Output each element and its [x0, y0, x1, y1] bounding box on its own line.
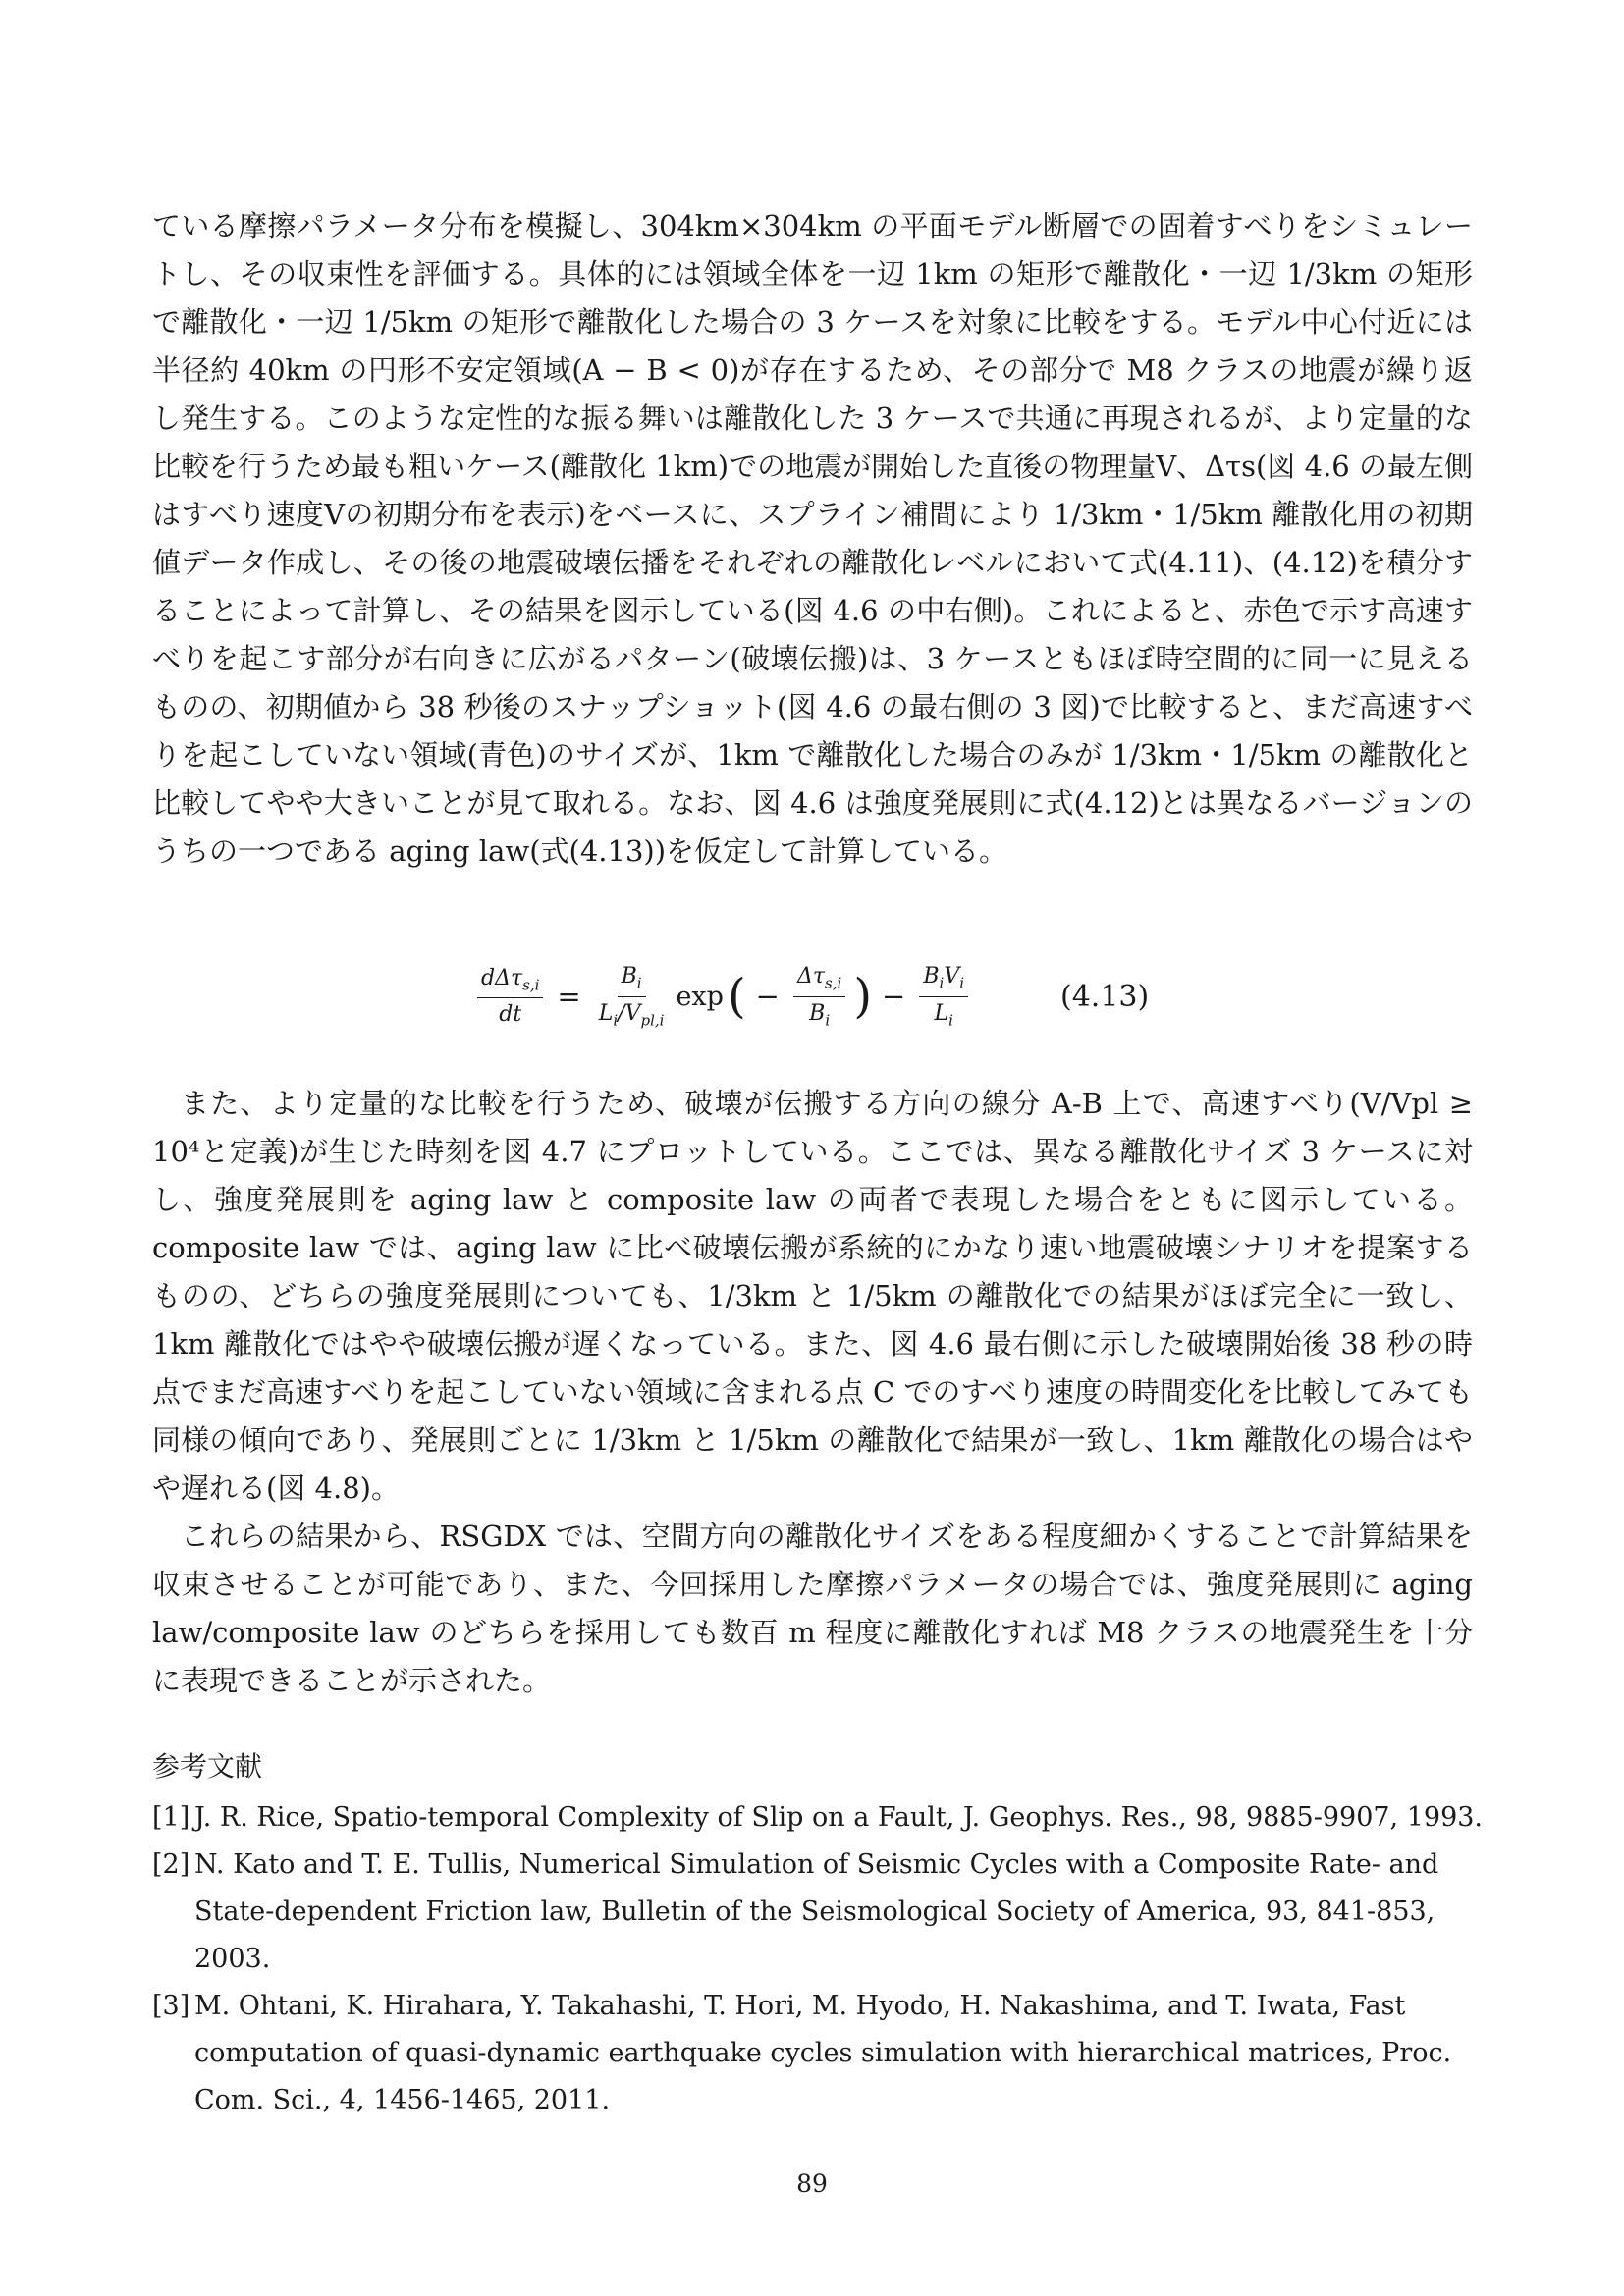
eq-term: dΔτ [481, 965, 523, 990]
eq-term: L [934, 1000, 949, 1026]
eq-paren: ) [853, 969, 873, 1024]
equation-fraction-3 [919, 964, 968, 1029]
eq-term: L [598, 1000, 614, 1026]
references-heading: 参考文献 [152, 1750, 263, 1783]
body-text-bottom [152, 1080, 1473, 1705]
reference-item [152, 1794, 1488, 1842]
reference-number: [3] [152, 1991, 190, 2021]
eq-subscript: s,i [522, 976, 540, 994]
eq-term: B [923, 964, 940, 989]
eq-subscript: pl,i [640, 1010, 665, 1029]
reference-item [152, 1842, 1488, 1983]
equation-fraction-1 [595, 964, 669, 1029]
equation-number: (4.13) [1060, 979, 1150, 1014]
eq-subscript: s,i [825, 974, 842, 992]
equation-fraction-2 [793, 964, 845, 1029]
reference-text: J. R. Rice, Spatio-temporal Complexity of Slip on a Fault, J. Geophys. Res., 98, 9885-9907, 1993. [194, 1802, 1484, 1833]
reference-text: M. Ohtani, K. Hirahara, Y. Takahashi, T. Hori, M. Hyodo, H. Nakashima, and T. Iwata, Fast computation of quasi-dynamic earthquake cycles simulation with hierarchical matrices, Proc. Com. Sci., 4, 1456-1465, 2011. [194, 1991, 1452, 2115]
page-number: 89 [796, 2169, 828, 2198]
reference-text: N. Kato and T. E. Tullis, Numerical Simulation of Seismic Cycles with a Composite Rate- and State-dependent Friction law, Bulletin of the Seismological Society of America, 93, 841-853, 2003. [194, 1849, 1439, 1974]
eq-subscript: i [613, 1010, 619, 1029]
equation-lhs-fraction [477, 966, 543, 1027]
paragraph: また、より定量的な比較を行うため、破壊が伝搬する方向の線分 A-B 上で、高速すべり(V/Vpl ≥ 10⁴と定義)が生じた時刻を図 4.7 にプロットしている。ここでは、異なる離散化サイズ 3 ケースに対し、強度発展則を aging law と composite law の両者で表現した場合をともに図示している。composite law では、aging law に比べ破壊伝搬が系統的にかなり速い地震破壊シナリオを提案するものの、どちらの強度発展則についても、1/3km と 1/5km の離散化での結果がほぼ完全に一致し、1km 離散化ではやや破壊伝搬が遅くなっている。また、図 4.6 最右側に示した破壊開始後 38 秒の時点でまだ高速すべりを起こしていない領域に含まれる点 C でのすべり速度の時間変化を比較してみても同様の傾向であり、発展則ごとに 1/3km と 1/5km の離散化で結果が一致し、1km 離散化の場合はやや遅れる(図 4.8)。 [152, 1087, 1473, 1505]
equation-body [471, 942, 974, 1050]
eq-term: B [621, 964, 637, 989]
eq-operator: = [557, 980, 581, 1013]
eq-paren: ( [727, 969, 746, 1024]
equation-4-13 [471, 942, 1237, 1050]
reference-number: [1] [152, 1802, 190, 1833]
reference-number: [2] [152, 1849, 190, 1880]
eq-subscript: i [948, 1010, 953, 1029]
eq-term: /V [618, 1000, 641, 1026]
eq-subscript: i [636, 974, 642, 992]
eq-function: exp [676, 981, 724, 1012]
eq-subscript: i [939, 974, 945, 992]
references-list [152, 1794, 1488, 2124]
paragraph: ている摩擦パラメータ分布を模擬し、304km×304km の平面モデル断層での固着すべりをシミュレートし、その収束性を評価する。具体的には領域全体を一辺 1km の矩形で離散化・一辺 1/3km の矩形で離散化・一辺 1/5km の矩形で離散化した場合の 3 ケースを対象に比較をする。モデル中心付近には半径約 40km の円形不安定領域(A − B < 0)が存在するため、その部分で M8 クラスの地震が繰り返し発生する。このような定性的な振る舞いは離散化した 3 ケースで共通に再現されるが、より定量的な比較を行うため最も粗いケース(離散化 1km)での地震が開始した直後の物理量V、Δτs(図 4.6 の最左側はすべり速度Vの初期分布を表示)をベースに、スプライン補間により 1/3km・1/5km 離散化用の初期値データ作成し、その後の地震破壊伝播をそれぞれの離散化レベルにおいて式(4.11)、(4.12)を積分することによって計算し、その結果を図示している(図 4.6 の中右側)。これによると、赤色で示す高速すべりを起こす部分が右向きに広がるパターン(破壊伝搬)は、3 ケースともほぼ時空間的に同一に見えるものの、初期値から 38 秒後のスナップショット(図 4.6 の最右側の 3 図)で比較すると、まだ高速すべりを起こしていない領域(青色)のサイズが、1km で離散化した場合のみが 1/3km・1/5km の離散化と比較してやや大きいことが見て取れる。なお、図 4.6 は強度発展則に式(4.12)とは異なるバージョンのうちの一つである aging law(式(4.13))を仮定して計算している。 [152, 209, 1473, 868]
eq-term: V [944, 964, 960, 989]
paragraph: これらの結果から、RSGDX では、空間方向の離散化サイズをある程度細かくすることで計算結果を収束させることが可能であり、また、今回採用した摩擦パラメータの場合では、強度発展則に aging law/composite law のどちらを採用しても数百 m 程度に離散化すれば M8 クラスの地震発生を十分に表現できることが示された。 [152, 1520, 1473, 1697]
eq-term: B [809, 1000, 826, 1026]
eq-term: Δτ [796, 964, 826, 989]
eq-operator: − [882, 980, 906, 1013]
body-text-top [152, 202, 1473, 876]
eq-subscript: i [959, 974, 965, 992]
reference-item [152, 1983, 1488, 2124]
eq-operator: − [755, 980, 780, 1013]
eq-term: dt [499, 1002, 522, 1028]
eq-subscript: i [825, 1010, 831, 1029]
